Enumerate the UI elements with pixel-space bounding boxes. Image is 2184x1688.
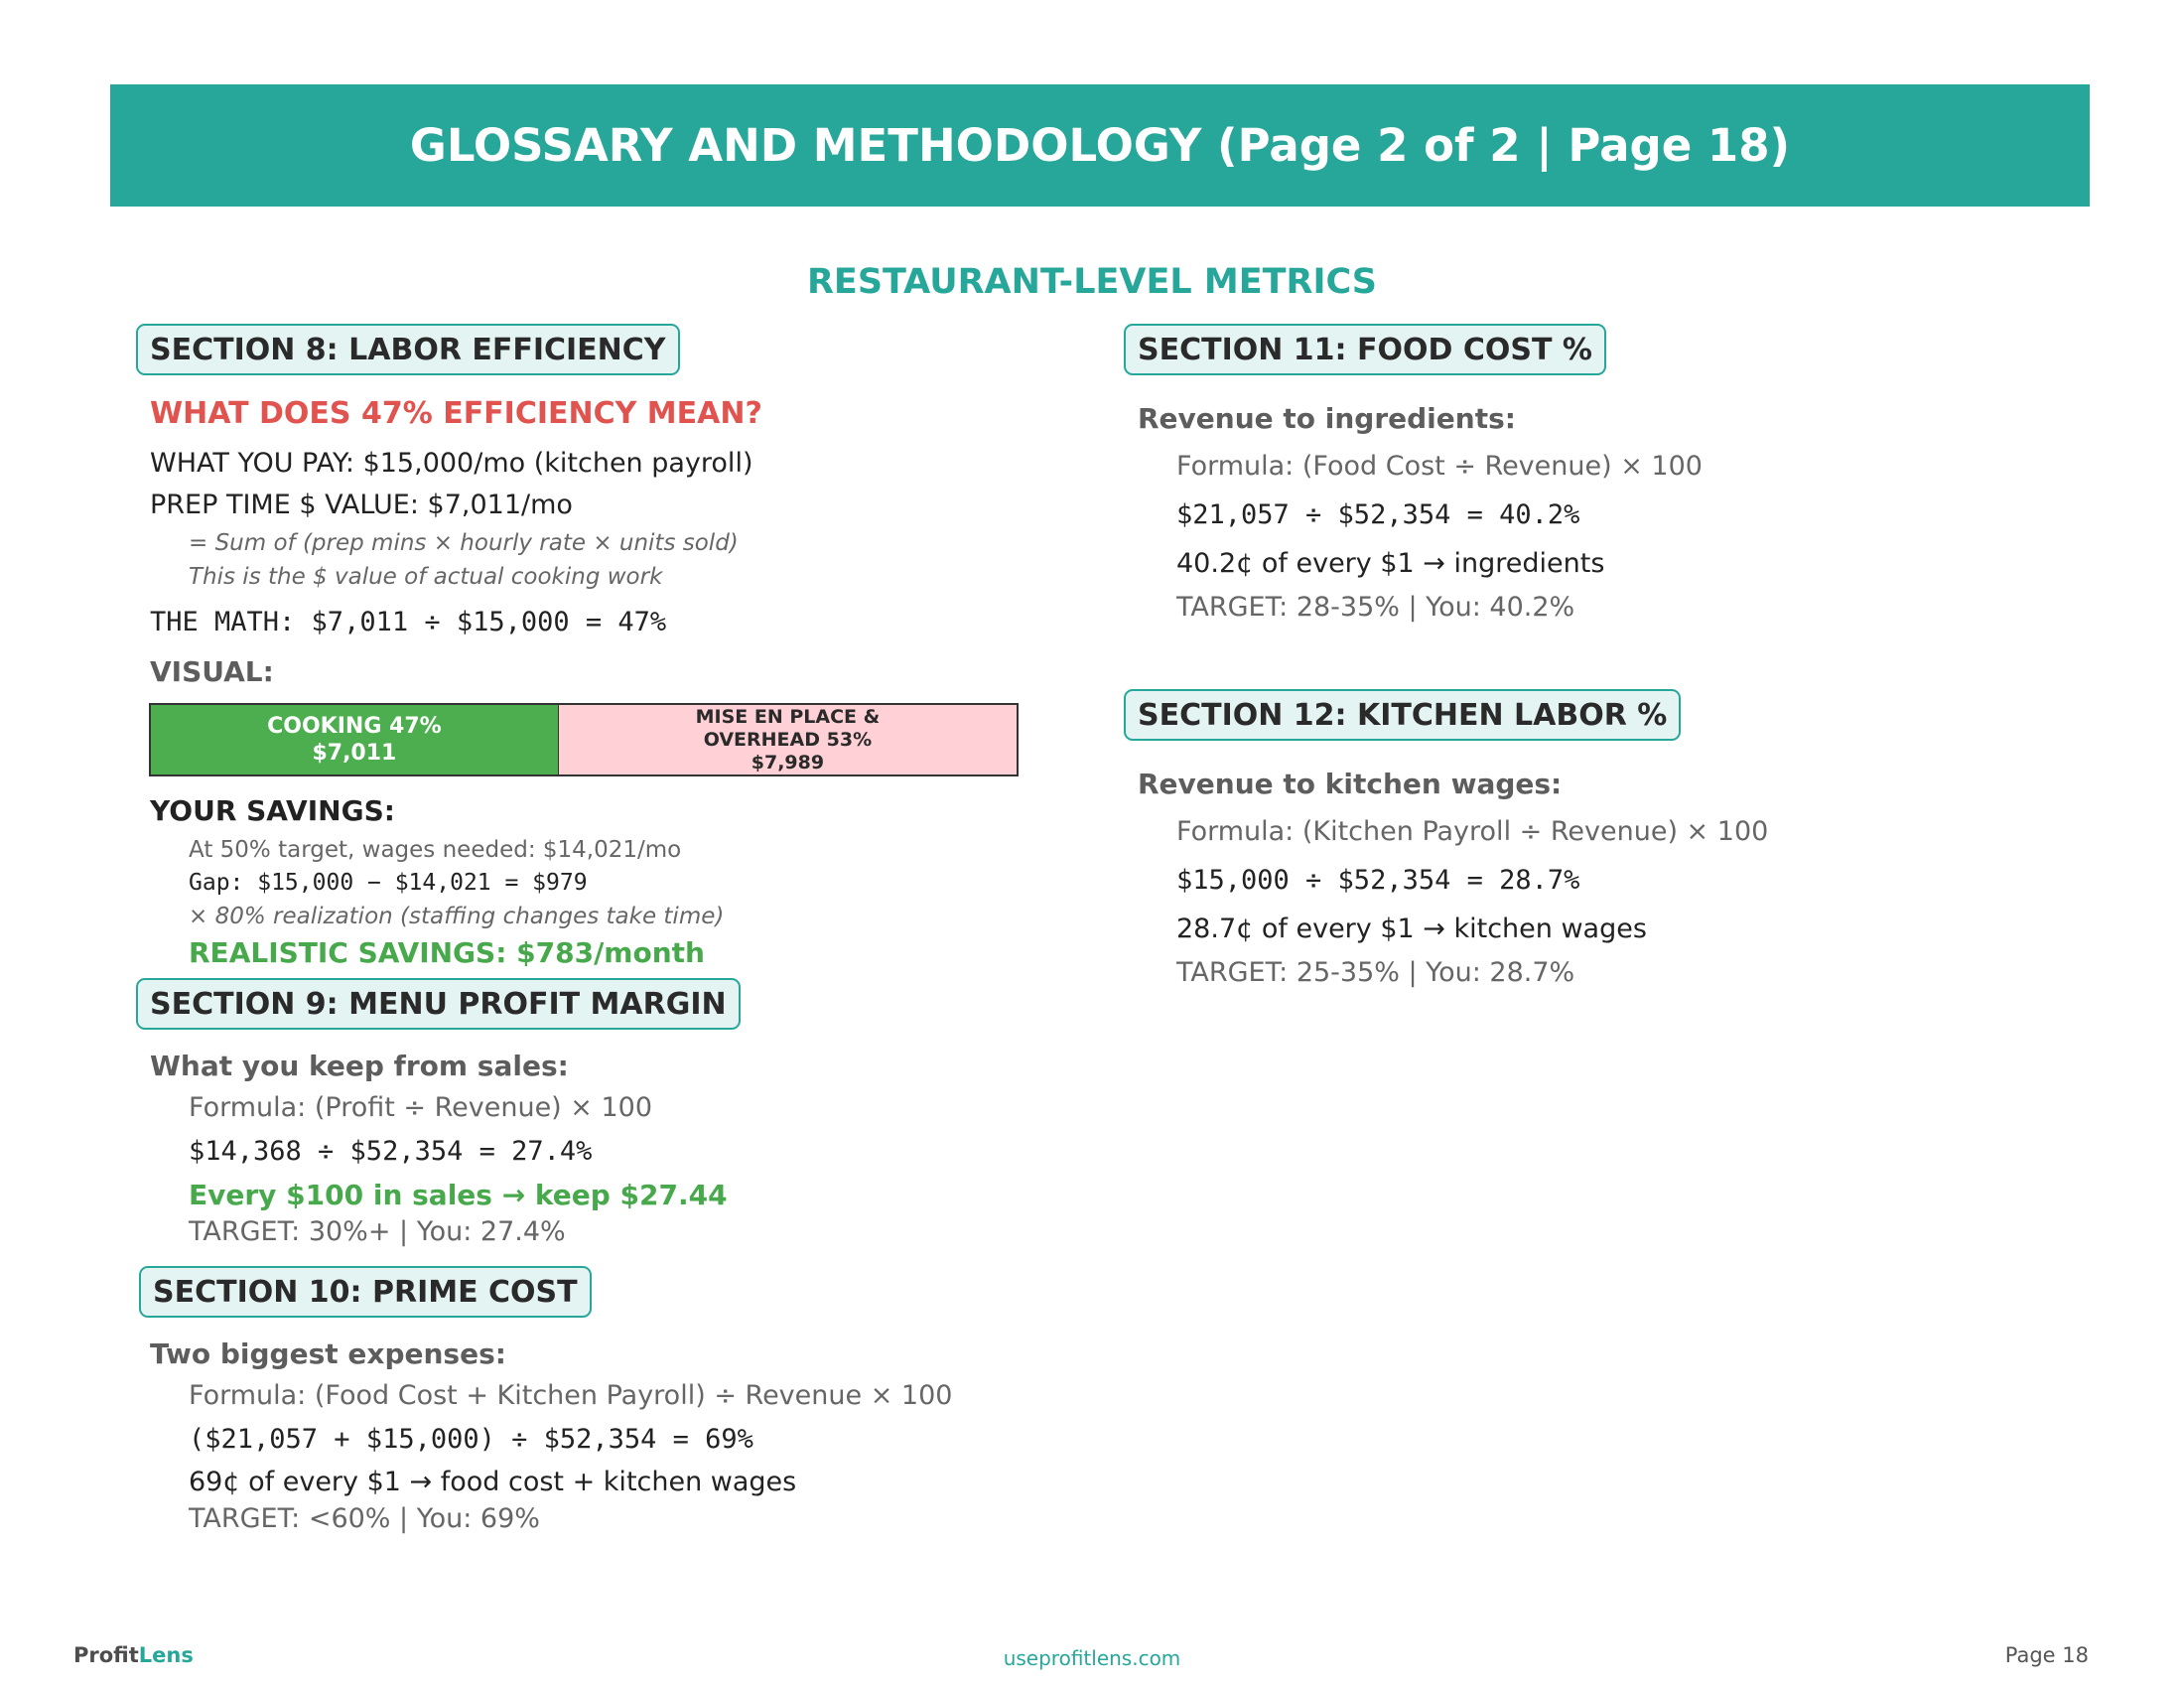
mise-label-line1: MISE EN PLACE & xyxy=(695,705,881,728)
sum-note: = Sum of (prep mins × hourly rate × units sold) xyxy=(189,530,739,556)
section-9-target: TARGET: 30%+ | You: 27.4% xyxy=(189,1216,566,1247)
section-9-heading: SECTION 9: MENU PROFIT MARGIN xyxy=(136,978,741,1030)
logo-lens-text: Lens xyxy=(138,1643,194,1667)
cooking-segment xyxy=(151,705,558,774)
mise-amount-label: $7,989 xyxy=(751,751,825,774)
page-title: GLOSSARY AND METHODOLOGY (Page 2 of 2 | Page 18) xyxy=(409,119,1791,172)
pay-line: WHAT YOU PAY: $15,000/mo (kitchen payroll) xyxy=(150,448,753,479)
logo-profit-text: Profit xyxy=(73,1643,139,1667)
value-note: This is the $ value of actual cooking work xyxy=(189,564,663,590)
section-9-formula: Formula: (Profit ÷ Revenue) × 100 xyxy=(189,1092,653,1123)
cooking-amount-label: $7,011 xyxy=(312,741,397,766)
section-10-calc: ($21,057 + $15,000) ÷ $52,354 = 69% xyxy=(189,1424,753,1455)
efficiency-bar xyxy=(149,703,1019,776)
section-subtitle: RESTAURANT-LEVEL METRICS xyxy=(806,262,1378,302)
mise-label-line2: OVERHEAD 53% xyxy=(703,728,873,751)
cooking-percent-label: COOKING 47% xyxy=(267,714,442,739)
savings-gap-line: Gap: $15,000 − $14,021 = $979 xyxy=(189,870,588,896)
section-11-heading: SECTION 11: FOOD COST % xyxy=(1124,324,1606,375)
math-line: THE MATH: $7,011 ÷ $15,000 = 47% xyxy=(150,607,667,637)
section-11-formula: Formula: (Food Cost ÷ Revenue) × 100 xyxy=(1176,451,1703,482)
section-10-explain: 69¢ of every $1 → food cost + kitchen wages xyxy=(189,1467,797,1497)
section-11-target: TARGET: 28-35% | You: 40.2% xyxy=(1176,592,1575,623)
efficiency-question: WHAT DOES 47% EFFICIENCY MEAN? xyxy=(150,396,762,431)
footer-url[interactable]: useprofitlens.com xyxy=(1003,1646,1181,1670)
section-12-explain: 28.7¢ of every $1 → kitchen wages xyxy=(1176,914,1647,944)
realization-line: × 80% realization (staffing changes take time) xyxy=(189,904,725,929)
section-11-explain: 40.2¢ of every $1 → ingredients xyxy=(1176,548,1605,579)
section-11-calc: $21,057 ÷ $52,354 = 40.2% xyxy=(1176,499,1580,530)
section-12-heading: SECTION 12: KITCHEN LABOR % xyxy=(1124,689,1681,741)
mise-overhead-segment xyxy=(558,705,1017,774)
section-9-calc: $14,368 ÷ $52,354 = 27.4% xyxy=(189,1136,593,1167)
section-10-heading: SECTION 10: PRIME COST xyxy=(139,1266,592,1318)
section-12-formula: Formula: (Kitchen Payroll ÷ Revenue) × 100 xyxy=(1176,816,1769,847)
header-banner xyxy=(110,84,2090,207)
section-10-label: Two biggest expenses: xyxy=(150,1337,506,1370)
footer-page-number: Page 18 xyxy=(2004,1643,2089,1667)
section-10-formula: Formula: (Food Cost + Kitchen Payroll) ÷ Revenue × 100 xyxy=(189,1380,953,1411)
visual-label: VISUAL: xyxy=(150,655,274,688)
section-12-calc: $15,000 ÷ $52,354 = 28.7% xyxy=(1176,865,1580,896)
section-9-label: What you keep from sales: xyxy=(150,1050,569,1082)
section-11-label: Revenue to ingredients: xyxy=(1138,402,1516,435)
savings-target-line: At 50% target, wages needed: $14,021/mo xyxy=(189,837,682,863)
section-12-target: TARGET: 25-35% | You: 28.7% xyxy=(1176,957,1575,988)
savings-heading: YOUR SAVINGS: xyxy=(150,794,395,827)
prep-value-line: PREP TIME $ VALUE: $7,011/mo xyxy=(150,490,573,520)
realistic-savings: REALISTIC SAVINGS: $783/month xyxy=(189,936,705,969)
section-8-heading: SECTION 8: LABOR EFFICIENCY xyxy=(136,324,680,375)
section-10-target: TARGET: <60% | You: 69% xyxy=(189,1503,540,1534)
section-12-label: Revenue to kitchen wages: xyxy=(1138,768,1563,800)
section-9-highlight: Every $100 in sales → keep $27.44 xyxy=(189,1179,728,1211)
